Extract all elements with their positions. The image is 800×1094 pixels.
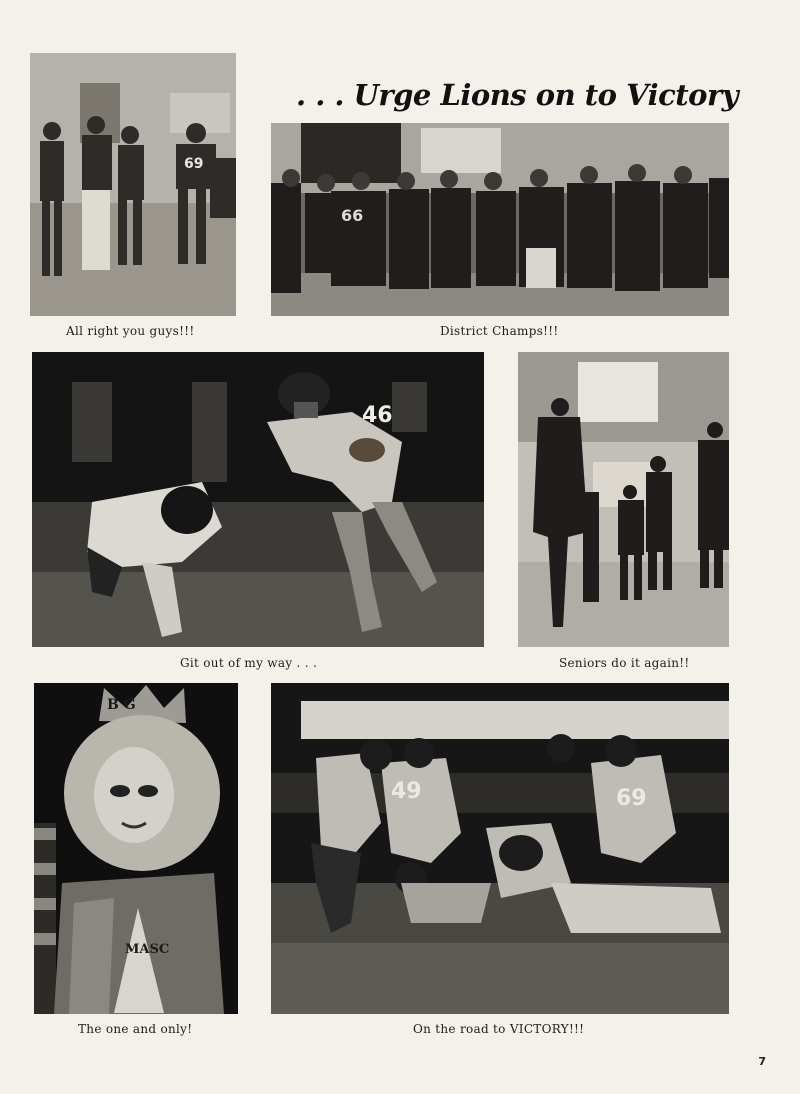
caption-seniors-do-it-again: Seniors do it again!! <box>559 656 690 670</box>
photo-district-champs <box>271 123 729 316</box>
svg-text:MASC: MASC <box>125 942 170 957</box>
caption-district-champs: District Champs!!! <box>440 324 559 338</box>
photo-on-the-road-to-victory <box>271 683 729 1014</box>
caption-the-one-and-only: The one and only! <box>78 1022 193 1036</box>
photo-seniors-do-it-again <box>518 352 729 647</box>
svg-text:69: 69 <box>184 156 204 172</box>
svg-text:46: 46 <box>362 403 393 428</box>
svg-text:69: 69 <box>616 786 647 811</box>
photo-git-out-of-my-way <box>32 352 484 647</box>
page-headline: . . . Urge Lions on to Victory <box>296 78 739 112</box>
caption-all-right-you-guys: All right you guys!!! <box>66 324 195 338</box>
svg-text:B G: B G <box>107 697 136 713</box>
page-number: 7 <box>758 1055 766 1068</box>
caption-git-out-of-my-way: Git out of my way . . . <box>180 656 318 670</box>
photo-all-right-you-guys <box>30 53 236 316</box>
photo-lion-mascot <box>34 683 238 1014</box>
svg-text:49: 49 <box>391 779 422 804</box>
svg-text:66: 66 <box>341 206 364 225</box>
caption-on-the-road-to-victory: On the road to VICTORY!!! <box>413 1022 585 1036</box>
